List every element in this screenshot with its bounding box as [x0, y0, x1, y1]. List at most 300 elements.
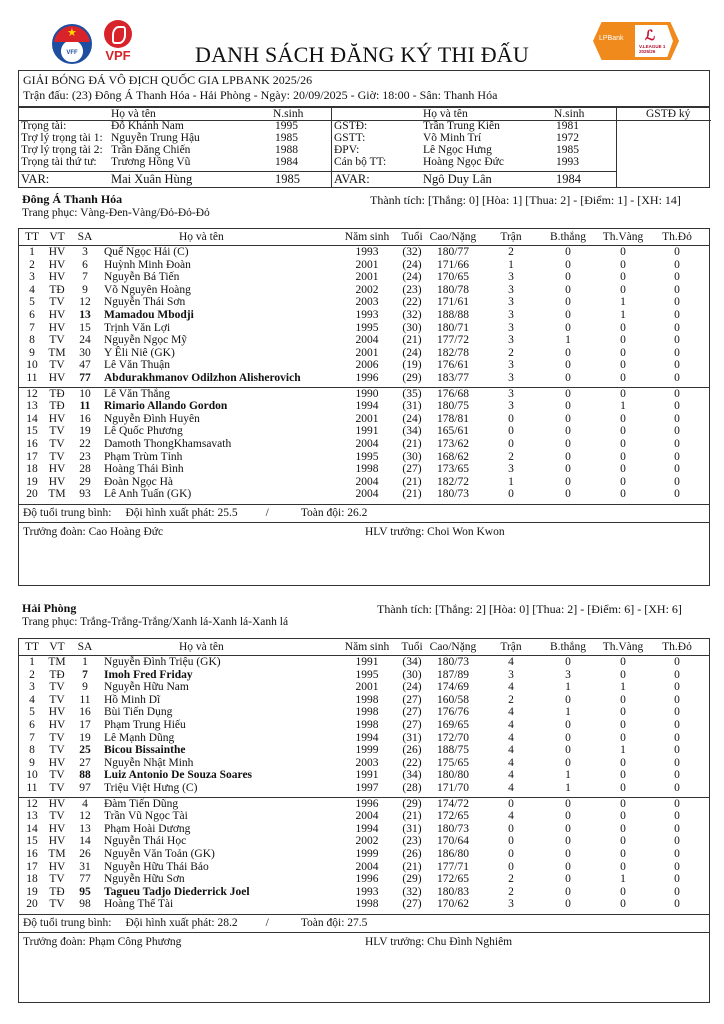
player-tran: 2: [508, 450, 514, 463]
player-tt: 14: [26, 822, 38, 835]
player-cao: 169/65: [437, 719, 469, 731]
player-sa: 19: [79, 425, 91, 438]
player-tran: 4: [508, 656, 514, 668]
player-name: Y Êli Niê (GK): [104, 346, 175, 359]
table-header: [19, 232, 709, 243]
player-bt: 0: [565, 258, 571, 271]
player-tt: 5: [29, 296, 35, 309]
player-td: 0: [674, 756, 680, 769]
player-vt: TV: [49, 359, 65, 372]
player-vt: HV: [48, 860, 66, 873]
player-cao: 176/68: [437, 387, 469, 400]
player-nam: 1999: [355, 744, 379, 757]
player-nam: 1996: [355, 372, 379, 384]
player-tv: 0: [620, 706, 626, 719]
player-tv: 0: [620, 438, 626, 450]
player-tuoi: (24): [402, 271, 422, 284]
player-vt: HV: [48, 246, 66, 258]
player-sa: 30: [79, 346, 91, 359]
player-row: [19, 310, 709, 321]
player-tran: 3: [508, 283, 514, 296]
player-row: [19, 260, 709, 271]
player-row: [19, 811, 709, 822]
player-nam: 2001: [355, 412, 379, 425]
player-sa: 26: [79, 848, 91, 860]
player-tt: 4: [29, 283, 35, 296]
player-bt: 0: [565, 719, 571, 731]
player-bt: 0: [565, 475, 571, 488]
player-vt: HV: [48, 463, 66, 476]
player-row: [19, 733, 709, 744]
player-cao: 165/61: [437, 425, 469, 438]
player-tt: 18: [26, 873, 38, 886]
player-name: Lê Mạnh Dũng: [104, 731, 175, 744]
player-tt: 7: [29, 321, 35, 334]
player-vt: TĐ: [49, 283, 65, 296]
player-tuoi: (24): [402, 412, 422, 425]
player-td: 0: [674, 425, 680, 438]
team-2-kit: Trang phục: Trắng-Trắng-Trắng/Xanh lá-Xanh lá-Xanh lá: [22, 616, 289, 628]
player-tuoi: (29): [402, 372, 422, 384]
column-header-nam: Năm sinh: [344, 641, 390, 653]
player-bt: 0: [565, 731, 571, 744]
player-td: 0: [674, 885, 680, 898]
player-row: [19, 657, 709, 668]
column-header-tv: Th.Vàng: [602, 641, 644, 653]
player-tuoi: (29): [402, 873, 422, 886]
player-cao: 186/80: [437, 848, 469, 860]
player-tv: 0: [620, 346, 626, 359]
player-tt: 6: [29, 309, 35, 321]
player-td: 0: [674, 488, 680, 501]
player-bt: 0: [565, 848, 571, 860]
team-manager: Trưởng đoàn: Phạm Công Phương: [23, 936, 182, 948]
player-td: 0: [674, 309, 680, 321]
column-header-tuoi: Tuổi: [401, 231, 423, 243]
gstd-sign-header: GSTĐ ký: [646, 108, 691, 120]
player-cao: 182/78: [437, 346, 469, 359]
player-tv: 0: [620, 463, 626, 476]
player-row: [19, 335, 709, 346]
player-bt: 1: [565, 782, 571, 794]
player-nam: 1998: [355, 898, 379, 911]
player-tv: 0: [620, 412, 626, 425]
player-name: Hoàng Thế Tài: [104, 898, 174, 911]
player-row: [19, 489, 709, 500]
player-vt: TM: [48, 346, 66, 359]
player-tt: 3: [29, 681, 35, 694]
player-sa: 28: [79, 463, 91, 476]
player-name: Nguyễn Bá Tiến: [104, 271, 180, 284]
player-tran: 3: [508, 309, 514, 321]
player-tv: 1: [620, 309, 626, 321]
player-sa: 4: [82, 797, 88, 810]
player-td: 0: [674, 822, 680, 835]
player-cao: 175/65: [437, 756, 469, 769]
player-tuoi: (30): [402, 668, 422, 681]
player-sa: 13: [79, 822, 91, 835]
player-cao: 173/65: [437, 463, 469, 476]
player-tran: 0: [508, 412, 514, 425]
player-cao: 180/80: [437, 769, 469, 782]
player-tran: 4: [508, 810, 514, 823]
player-vt: HV: [48, 719, 66, 731]
player-cao: 180/83: [437, 885, 469, 898]
player-td: 0: [674, 668, 680, 681]
player-tran: 4: [508, 681, 514, 694]
player-vt: TV: [49, 873, 65, 886]
player-bt: 0: [565, 309, 571, 321]
player-cao: 172/65: [437, 873, 469, 886]
player-bt: 0: [565, 425, 571, 438]
player-nam: 1994: [355, 731, 379, 744]
player-bt: 0: [565, 246, 571, 258]
player-sa: 7: [82, 668, 88, 681]
player-td: 0: [674, 873, 680, 886]
team-2-name: Hải Phòng: [22, 601, 77, 615]
player-tt: 6: [29, 719, 35, 731]
player-td: 0: [674, 387, 680, 400]
player-sa: 24: [79, 334, 91, 347]
player-name: Lê Anh Tuấn (GK): [104, 488, 192, 501]
player-sa: 47: [79, 359, 91, 372]
player-tt: 20: [26, 898, 38, 911]
player-tuoi: (19): [402, 359, 422, 372]
player-vt: TV: [49, 425, 65, 438]
player-tran: 4: [508, 706, 514, 719]
player-td: 0: [674, 706, 680, 719]
player-tran: 0: [508, 860, 514, 873]
referee-name: Đỗ Khánh Nam: [111, 120, 184, 132]
player-tran: 4: [508, 719, 514, 731]
player-name: Phạm Trùm Tỉnh: [104, 450, 183, 463]
player-nam: 2001: [355, 346, 379, 359]
player-bt: 0: [565, 797, 571, 810]
player-tran: 1: [508, 475, 514, 488]
player-tran: 3: [508, 271, 514, 284]
player-tv: 0: [620, 387, 626, 400]
player-td: 0: [674, 797, 680, 810]
player-cao: 174/69: [437, 681, 469, 694]
page-title: DANH SÁCH ĐĂNG KÝ THI ĐẤU: [195, 42, 529, 67]
player-nam: 1993: [355, 246, 379, 258]
player-tuoi: (31): [402, 400, 422, 413]
player-name: Đàm Tiến Dũng: [104, 797, 179, 810]
player-tuoi: (32): [402, 309, 422, 321]
player-bt: 0: [565, 488, 571, 501]
player-nam: 1990: [355, 387, 379, 400]
player-td: 0: [674, 400, 680, 413]
player-bt: 0: [565, 885, 571, 898]
player-row: [19, 745, 709, 756]
player-cao: 180/75: [437, 400, 469, 413]
player-tuoi: (21): [402, 488, 422, 501]
player-tran: 0: [508, 797, 514, 810]
player-tt: 17: [26, 450, 38, 463]
player-tv: 0: [620, 372, 626, 384]
player-cao: 171/61: [437, 296, 469, 309]
player-tv: 0: [620, 860, 626, 873]
player-row: [19, 477, 709, 488]
player-bt: 0: [565, 463, 571, 476]
player-nam: 1997: [355, 782, 379, 794]
player-tv: 0: [620, 848, 626, 860]
player-tuoi: (21): [402, 438, 422, 450]
player-name: Damoth ThongKhamsavath: [104, 438, 232, 450]
team-2-squad-table: [18, 638, 710, 1003]
player-cao: 173/62: [437, 438, 469, 450]
player-sa: 1: [82, 656, 88, 668]
player-tran: 3: [508, 359, 514, 372]
player-nam: 2001: [355, 258, 379, 271]
player-bt: 1: [565, 706, 571, 719]
player-td: 0: [674, 321, 680, 334]
player-sa: 93: [79, 488, 91, 501]
player-row: [19, 285, 709, 296]
player-cao: 178/81: [437, 412, 469, 425]
player-tt: 5: [29, 706, 35, 719]
player-cao: 176/61: [437, 359, 469, 372]
player-td: 0: [674, 769, 680, 782]
player-tuoi: (26): [402, 744, 422, 757]
player-name: Nguyễn Nhật Minh: [104, 756, 194, 769]
player-sa: 12: [79, 296, 91, 309]
column-header-sa: SA: [77, 641, 93, 653]
player-tuoi: (27): [402, 693, 422, 706]
player-name: Hồ Minh Dĩ: [104, 693, 161, 706]
player-tran: 0: [508, 488, 514, 501]
player-row: [19, 426, 709, 437]
player-row: [19, 799, 709, 810]
player-row: [19, 360, 709, 371]
player-vt: TV: [49, 334, 65, 347]
team-2-record: Thành tích: [Thắng: 2] [Hòa: 0] [Thua: 2] - [Điểm: 6] - [XH: 6]: [377, 602, 682, 616]
player-name: Nguyễn Đình Huyên: [104, 412, 200, 425]
player-td: 0: [674, 463, 680, 476]
column-header-vt: VT: [49, 231, 65, 243]
player-row: [19, 682, 709, 693]
player-tt: 16: [26, 438, 38, 450]
player-name: Nguyễn Thái Học: [104, 835, 187, 848]
player-tv: 0: [620, 271, 626, 284]
player-name: Nguyễn Đình Triệu (GK): [104, 656, 221, 668]
player-tv: 0: [620, 898, 626, 911]
player-tt: 2: [29, 668, 35, 681]
player-tt: 18: [26, 463, 38, 476]
player-sa: 13: [79, 309, 91, 321]
player-tv: 0: [620, 756, 626, 769]
player-td: 0: [674, 848, 680, 860]
player-tt: 15: [26, 835, 38, 848]
player-bt: 0: [565, 860, 571, 873]
player-tv: 0: [620, 769, 626, 782]
player-cao: 177/71: [437, 860, 469, 873]
player-sa: 16: [79, 706, 91, 719]
player-nam: 2001: [355, 681, 379, 694]
player-tt: 10: [26, 359, 38, 372]
player-td: 0: [674, 744, 680, 757]
player-bt: 0: [565, 810, 571, 823]
average-age-row: Độ tuổi trung bình: Đội hình xuất phát: 25.5 / Toàn đội: 26.2: [23, 507, 368, 519]
player-row: [19, 464, 709, 475]
player-tv: 0: [620, 258, 626, 271]
player-row: [19, 874, 709, 885]
player-sa: 7: [82, 271, 88, 284]
player-vt: HV: [48, 321, 66, 334]
player-tran: 3: [508, 463, 514, 476]
player-name: Võ Nguyên Hoàng: [104, 283, 191, 296]
player-tran: 3: [508, 898, 514, 911]
player-tuoi: (27): [402, 898, 422, 911]
player-nam: 2004: [355, 860, 379, 873]
player-vt: TV: [49, 681, 65, 694]
player-vt: TV: [49, 898, 65, 911]
player-tran: 3: [508, 400, 514, 413]
head-coach: HLV trưởng: Chu Đình Nghiêm: [365, 936, 513, 948]
player-sa: 22: [79, 438, 91, 450]
player-cao: 180/73: [437, 822, 469, 835]
player-tv: 0: [620, 719, 626, 731]
player-tran: 0: [508, 822, 514, 835]
player-vt: TV: [49, 810, 65, 823]
player-tt: 10: [26, 769, 38, 782]
player-tt: 16: [26, 848, 38, 860]
player-tt: 20: [26, 488, 38, 501]
team-1-record: Thành tích: [Thắng: 0] [Hòa: 1] [Thua: 2] - [Điểm: 1] - [XH: 14]: [370, 193, 681, 207]
player-bt: 0: [565, 693, 571, 706]
player-row: [19, 862, 709, 873]
player-bt: 0: [565, 372, 571, 384]
player-tran: 0: [508, 438, 514, 450]
player-tt: 9: [29, 756, 35, 769]
player-vt: TV: [49, 693, 65, 706]
player-tv: 0: [620, 488, 626, 501]
player-nam: 2004: [355, 475, 379, 488]
player-nam: 1993: [355, 885, 379, 898]
team-1-kit: Trang phục: Vàng-Đen-Vàng/Đỏ-Đỏ-Đỏ: [22, 207, 210, 219]
player-sa: 31: [79, 860, 91, 873]
player-tt: 12: [26, 797, 38, 810]
player-row: [19, 247, 709, 258]
player-sa: 3: [82, 246, 88, 258]
player-vt: TV: [49, 731, 65, 744]
player-tuoi: (34): [402, 656, 422, 668]
player-nam: 1999: [355, 848, 379, 860]
column-header-sa: SA: [77, 231, 93, 243]
competition-name: GIẢI BÓNG ĐÁ VÔ ĐỊCH QUỐC GIA LPBANK 2025/26: [23, 73, 313, 87]
player-nam: 1995: [355, 450, 379, 463]
player-name: Bùi Tiến Dụng: [104, 706, 173, 719]
player-cao: 168/62: [437, 450, 469, 463]
player-nam: 1998: [355, 463, 379, 476]
player-tuoi: (31): [402, 731, 422, 744]
player-bt: 0: [565, 835, 571, 848]
player-row: [19, 695, 709, 706]
player-sa: 19: [79, 731, 91, 744]
player-row: [19, 297, 709, 308]
player-bt: 0: [565, 296, 571, 309]
player-tt: 13: [26, 810, 38, 823]
player-bt: 1: [565, 334, 571, 347]
player-nam: 1991: [355, 656, 379, 668]
player-tran: 1: [508, 258, 514, 271]
player-bt: 0: [565, 438, 571, 450]
player-sa: 12: [79, 810, 91, 823]
player-cao: 180/73: [437, 488, 469, 501]
player-cao: 171/66: [437, 258, 469, 271]
team-1-name: Đông Á Thanh Hóa: [22, 192, 123, 206]
player-td: 0: [674, 412, 680, 425]
player-tran: 4: [508, 744, 514, 757]
player-sa: 29: [79, 475, 91, 488]
column-header-td: Th.Đỏ: [662, 231, 692, 243]
player-name: Quế Ngọc Hải (C): [104, 246, 189, 258]
player-vt: HV: [48, 835, 66, 848]
player-row: [19, 758, 709, 769]
player-vt: TV: [49, 782, 65, 794]
column-header-tt: TT: [24, 641, 40, 653]
player-cao: 160/58: [437, 693, 469, 706]
player-name: Bicou Bissainthe: [104, 744, 186, 757]
player-tt: 12: [26, 387, 38, 400]
player-row: [19, 707, 709, 718]
player-bt: 0: [565, 283, 571, 296]
player-vt: TĐ: [49, 387, 65, 400]
player-nam: 2002: [355, 283, 379, 296]
player-cao: 180/77: [437, 246, 469, 258]
player-tv: 0: [620, 693, 626, 706]
player-bt: 0: [565, 321, 571, 334]
player-cao: 183/77: [437, 372, 469, 384]
vff-logo-icon: ★ VFF: [52, 24, 92, 64]
player-sa: 9: [82, 283, 88, 296]
officials-table: Họ và tên N.sinh Họ và tên N.sinh GSTĐ ký Trọng tài: Đỗ Khánh Nam 1995 Trợ lý trọng tài 1: Nguyễn Trung Hậu 1985 Trợ lý trọng tài 2: Trần Đăng Chiến 1988 Trọng tài thứ tư: Trương Hồng Vũ 1984 VAR: Mai Xuân Hùng 1985 GSTĐ: Trần Trung Kiên 1981 GSTT: Võ Minh Trí 1972 ĐPV: Lê Ngọc Hưng 1985 Cán bộ TT: Hoàng Ngọc Đức 1993 AVAR: Ngô Duy Lân 1984: [18, 107, 710, 188]
player-nam: 2004: [355, 334, 379, 347]
average-age-row: Độ tuổi trung bình: Đội hình xuất phát: 28.2 / Toàn đội: 27.5: [23, 917, 368, 929]
player-tran: 3: [508, 334, 514, 347]
player-vt: HV: [48, 258, 66, 271]
player-tt: 13: [26, 400, 38, 413]
player-tuoi: (23): [402, 283, 422, 296]
player-tuoi: (32): [402, 885, 422, 898]
player-nam: 2003: [355, 756, 379, 769]
column-header-nam: Năm sinh: [344, 231, 390, 243]
team-manager: Trưởng đoàn: Cao Hoàng Đức: [23, 526, 164, 538]
player-nam: 2002: [355, 835, 379, 848]
player-tt: 11: [26, 372, 38, 384]
player-row: [19, 849, 709, 860]
player-tt: 1: [29, 656, 35, 668]
player-cao: 170/65: [437, 271, 469, 284]
player-tuoi: (30): [402, 450, 422, 463]
player-tt: 4: [29, 693, 35, 706]
player-row: [19, 836, 709, 847]
player-sa: 77: [79, 372, 91, 384]
player-nam: 1995: [355, 321, 379, 334]
player-row: [19, 439, 709, 450]
player-vt: HV: [48, 412, 66, 425]
player-tv: 1: [620, 873, 626, 886]
player-tran: 4: [508, 731, 514, 744]
player-tt: 2: [29, 258, 35, 271]
player-bt: 0: [565, 822, 571, 835]
player-vt: HV: [48, 706, 66, 719]
player-cao: 180/78: [437, 283, 469, 296]
player-bt: 3: [565, 668, 571, 681]
player-row: [19, 899, 709, 910]
player-row: [19, 272, 709, 283]
player-tuoi: (26): [402, 848, 422, 860]
